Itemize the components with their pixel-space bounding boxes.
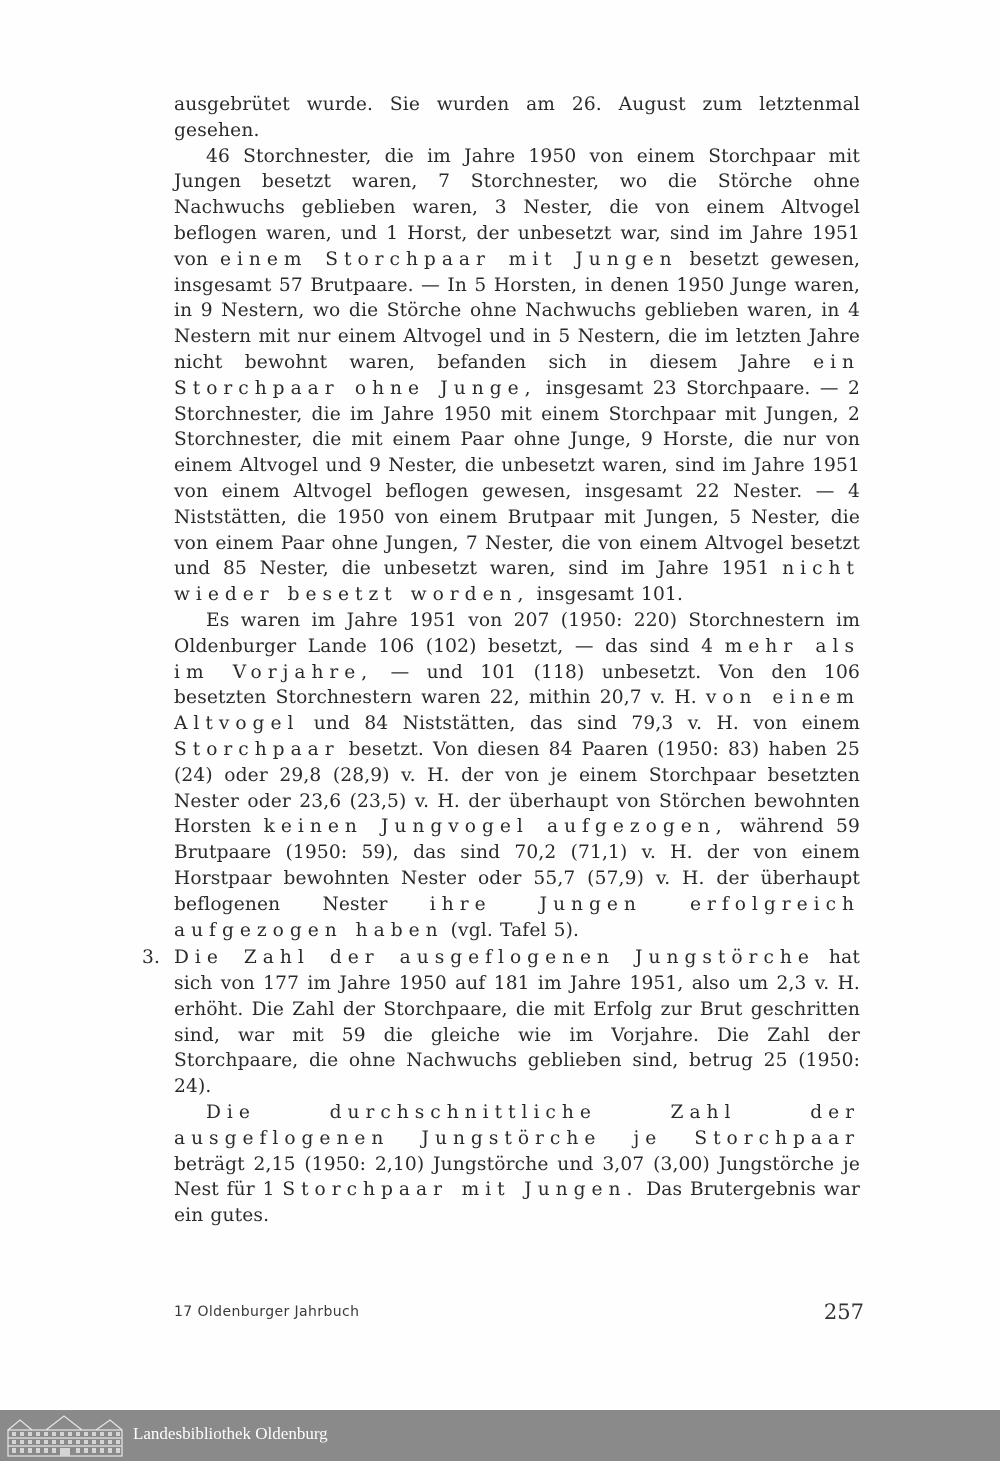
section-3: [142, 945, 861, 1229]
page-footer: [174, 1300, 864, 1330]
library-name: Landesbibliothek Oldenburg: [133, 1424, 328, 1443]
section-number: 3.: [142, 947, 161, 969]
emphasis-text: nicht wieder besetzt worden,: [174, 558, 860, 606]
paragraph-1: ausgebrütet wurde. Sie wurden am 26. August zum letztenmal gesehen.: [174, 94, 860, 141]
emphasis-text: mehr als im Vorjahre,: [174, 635, 861, 683]
journal-signature: 17 Oldenburger Jahrbuch: [174, 1304, 360, 1320]
section-3-paragraph: Die Zahl der ausgeflogenen Jungstörche hat sich von 177 im Jahre 1950 auf 181 im Jahre 1951, also um 2,3 v. H. erhöht. Die Zahl der Storchpaare, die mit Erfolg zur Brut geschritten sind, war mit 59 die gleiche wie im Vorjahre. Die Zahl der Storchpaare, die ohne Nachwuchs geblieben sind, betrug 25 (1950: 24).: [174, 947, 860, 1098]
emphasis-text: von einem Altvogel: [174, 687, 860, 735]
emphasis-text: Die durchschnittliche Zahl der ausgeflogenen Jungstörche je Storchpaar: [174, 1102, 860, 1149]
page-number: 257: [823, 1300, 864, 1324]
emphasis-text: ihre Jungen erfolgreich aufgezogen haben: [174, 893, 860, 941]
library-bar: [0, 1410, 1000, 1461]
paragraph-4: Die durchschnittliche Zahl der ausgeflogenen Jungstörche je Storchpaar beträgt 2,15 (1950: 2,10) Jungstörche und 3,07 (3,00) Jungstörche je Nest für 1 Storchpaar mit Jungen. Das Brutergebnis war ein gutes.: [174, 1102, 861, 1227]
paragraph-3: Es waren im Jahre 1951 von 207 (1950: 220) Storchnestern im Oldenburger Lande 106 (102) besetzt, — das sind 4 mehr als im Vorjahre, — und 101 (118) unbesetzt. Von den 106 besetzten Storchnestern waren 22, mithin 20,7 v. H. von einem Altvogel und 84 Niststätten, das sind 79,3 v. H. von einem Storchpaar besetzt. Von diesen 84 Paaren (1950: 83) haben 25 (24) oder 29,8 (28,9) v. H. der von je einem Storchpaar besetzten Nester oder 23,6 (23,5) v. H. der überhaupt von Störchen bewohnten Horsten keinen Jungvogel aufgezogen, während 59 Brutpaare (1950: 59), das sind 70,2 (71,1) v. H. der von einem Horstpaar bewohnten Nester oder 55,7 (57,9) v. H. der überhaupt beflogenen Nester ihre Jungen erfolgreich aufgezogen haben (vgl. Tafel 5).: [174, 609, 861, 941]
emphasis-text: Storchpaar mit Jungen.: [282, 1179, 639, 1201]
emphasis-text: einem Storchpaar mit Jungen: [219, 248, 678, 270]
library-building-logo-icon: [6, 1414, 124, 1458]
emphasis-text: keinen Jungvogel aufgezogen,: [263, 816, 728, 838]
emphasis-text: ein Storchpaar ohne Junge,: [174, 351, 861, 399]
paragraph-2: 46 Storchnester, die im Jahre 1950 von einem Storchpaar mit Jungen besetzt waren, 7 Storchnester, wo die Störche ohne Nachwuchs geblieben waren, 3 Nester, die von einem Altvogel beflogen waren, und 1 Horst, der unbesetzt war, sind im Jahre 1951 von einem Storchpaar mit Jungen besetzt gewesen, insgesamt 57 Brutpaare. — In 5 Horsten, in denen 1950 Junge waren, in 9 Nestern, wo die Störche ohne Nachwuchs geblieben waren, in 4 Nestern mit nur einem Altvogel und in 5 Nestern, die im letzten Jahre nicht bewohnt waren, befanden sich in diesem Jahre ein Storchpaar ohne Junge, insgesamt 23 Storchpaare. — 2 Storchnester, die im Jahre 1950 mit einem Storchpaar mit Jungen, 2 Storchnester, die mit einem Paar ohne Junge, 9 Horste, die nur von einem Altvogel und 9 Nester, die unbesetzt waren, sind im Jahre 1951 von einem Altvogel beflogen gewesen, insgesamt 22 Nester. — 4 Niststätten, die 1950 von einem Brutpaar mit Jungen, 5 Nester, die von einem Paar ohne Jungen, 7 Nester, die von einem Altvogel besetzt und 85 Nester, die unbesetzt waren, sind im Jahre 1951 nicht wieder besetzt worden, insgesamt 101.: [174, 145, 861, 606]
body-text: [142, 92, 861, 1229]
emphasis-text: Die Zahl der ausgeflogenen Jungstörche: [174, 947, 815, 969]
emphasis-text: Storchpaar: [174, 738, 340, 760]
